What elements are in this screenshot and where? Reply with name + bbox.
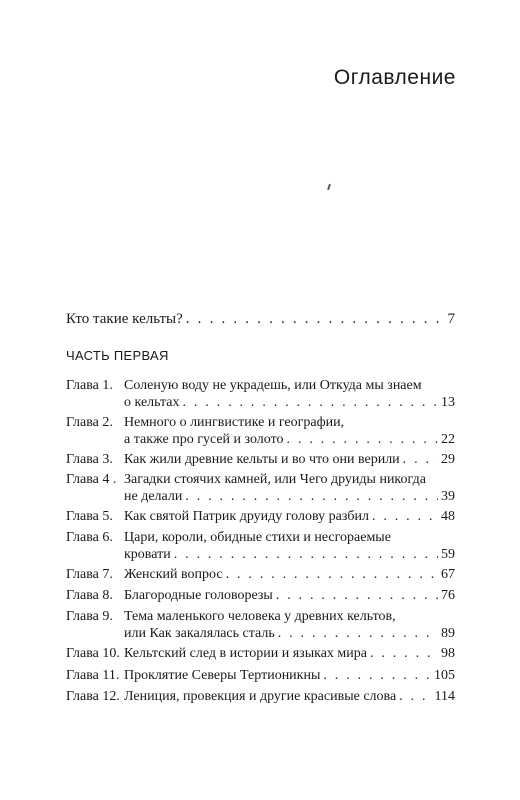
chapter-title-line: Загадки стоячих камней, или Чего друиды никогда [124,472,426,487]
dot-leader [276,587,438,604]
chapter-number: Глава 4 . [66,472,117,487]
chapter-page-number: 22 [441,432,455,447]
toc-chapter-3[interactable] [66,451,455,468]
chapter-number: Глава 1. [66,378,113,393]
chapter-title-line: о кельтах [124,395,180,410]
chapter-page-number: 105 [434,668,455,683]
chapter-title-line: Как святой Патрик друиду голову разбил [124,509,369,524]
dot-leader [403,451,438,468]
chapter-body [124,566,455,583]
toc-chapter-5[interactable] [66,508,455,525]
chapter-body [124,667,455,684]
chapter-page-number: 98 [441,646,455,661]
chapter-number: Глава 2. [66,415,113,430]
chapter-title-line: Немного о лингвистике и географии, [124,415,345,430]
dot-leader [372,508,438,525]
chapter-number: Глава 9. [66,609,113,624]
chapter-title-lastline [124,431,455,448]
chapter-body [124,471,455,505]
dot-leader [174,546,438,563]
dot-leader [399,688,431,705]
chapter-title-lastline [124,451,455,468]
toc-chapter-10[interactable] [66,645,455,662]
chapter-title-line: Тема маленького человека у древних кельтов, [124,609,396,624]
chapter-page-number: 48 [441,509,455,524]
chapter-title-line: Благородные головорезы [124,588,273,603]
dot-leader [186,311,445,328]
chapter-title-line: кровати [124,547,171,562]
toc-chapter-11[interactable] [66,667,455,684]
chapter-body [124,587,455,604]
chapter-page-number: 39 [441,489,455,504]
part-heading: ЧАСТЬ ПЕРВАЯ [66,348,169,363]
dot-leader [185,488,438,505]
chapter-title-line: Лениция, провекция и другие красивые слова [124,689,397,704]
toc-chapter-7[interactable] [66,566,455,583]
toc-entry-intro-page: 7 [447,311,455,327]
chapter-number: Глава 12. [66,689,120,704]
dot-leader [278,625,438,642]
chapter-title-lastline [124,394,455,411]
toc-chapter-1[interactable] [66,377,455,411]
chapter-page-number: 114 [434,689,455,704]
chapter-number: Глава 5. [66,509,113,524]
chapter-body [124,529,455,563]
chapter-body [124,508,455,525]
chapter-number: Глава 8. [66,588,113,603]
chapter-page-number: 76 [441,588,455,603]
chapter-title-line: а также про гусей и золото [124,432,284,447]
toc-chapter-4[interactable] [66,471,455,505]
dot-leader [287,431,438,448]
chapter-body [124,608,455,642]
chapter-title-lastline [124,508,455,525]
chapter-title-line: Проклятие Северы Тертионикны [124,668,321,683]
chapter-title-lastline [124,488,455,505]
dot-leader [183,394,438,411]
toc-chapter-9[interactable] [66,608,455,642]
chapter-title-lastline [124,546,455,563]
chapter-page-number: 29 [441,452,455,467]
chapter-title-lastline [124,667,455,684]
dot-leader [226,566,438,583]
chapter-body [124,451,455,468]
chapter-number: Глава 3. [66,452,113,467]
chapter-title-lastline [124,645,455,662]
chapter-title-line: Кельтский след в истории и языках мира [124,646,367,661]
chapter-title-line: Женский вопрос [124,567,223,582]
chapter-list [66,377,455,709]
toc-chapter-2[interactable] [66,414,455,448]
chapter-body [124,377,455,411]
chapter-body [124,645,455,662]
chapter-number: Глава 10. [66,646,120,661]
chapter-title-line: Цари, короли, обидные стихи и несгораемые [124,530,391,545]
chapter-page-number: 13 [441,395,455,410]
toc-chapter-12[interactable] [66,688,455,705]
chapter-body [124,688,455,705]
chapter-number: Глава 11. [66,668,120,683]
toc-entry-intro[interactable] [66,311,455,328]
toc-chapter-6[interactable] [66,529,455,563]
chapter-number: Глава 7. [66,567,113,582]
chapter-title-lastline [124,566,455,583]
chapter-title-lastline [124,688,455,705]
chapter-title-lastline [124,625,455,642]
toc-entry-intro-text: Кто такие кельты? [66,311,183,327]
chapter-page-number: 59 [441,547,455,562]
dot-leader [323,667,431,684]
dot-leader [370,645,438,662]
toc-title: Оглавление [333,66,456,89]
chapter-page-number: 67 [441,567,455,582]
chapter-title-line: Как жили древние кельты и во что они верили [124,452,400,467]
chapter-body [124,414,455,448]
chapter-page-number: 89 [441,626,455,641]
stray-ink-mark [327,184,331,190]
chapter-title-lastline [124,587,455,604]
chapter-number: Глава 6. [66,530,113,545]
chapter-title-line: Соленую воду не украдешь, или Откуда мы знаем [124,378,422,393]
chapter-title-line: не делали [124,489,183,504]
chapter-title-line: или Как закалялась сталь [124,626,275,641]
toc-chapter-8[interactable] [66,587,455,604]
